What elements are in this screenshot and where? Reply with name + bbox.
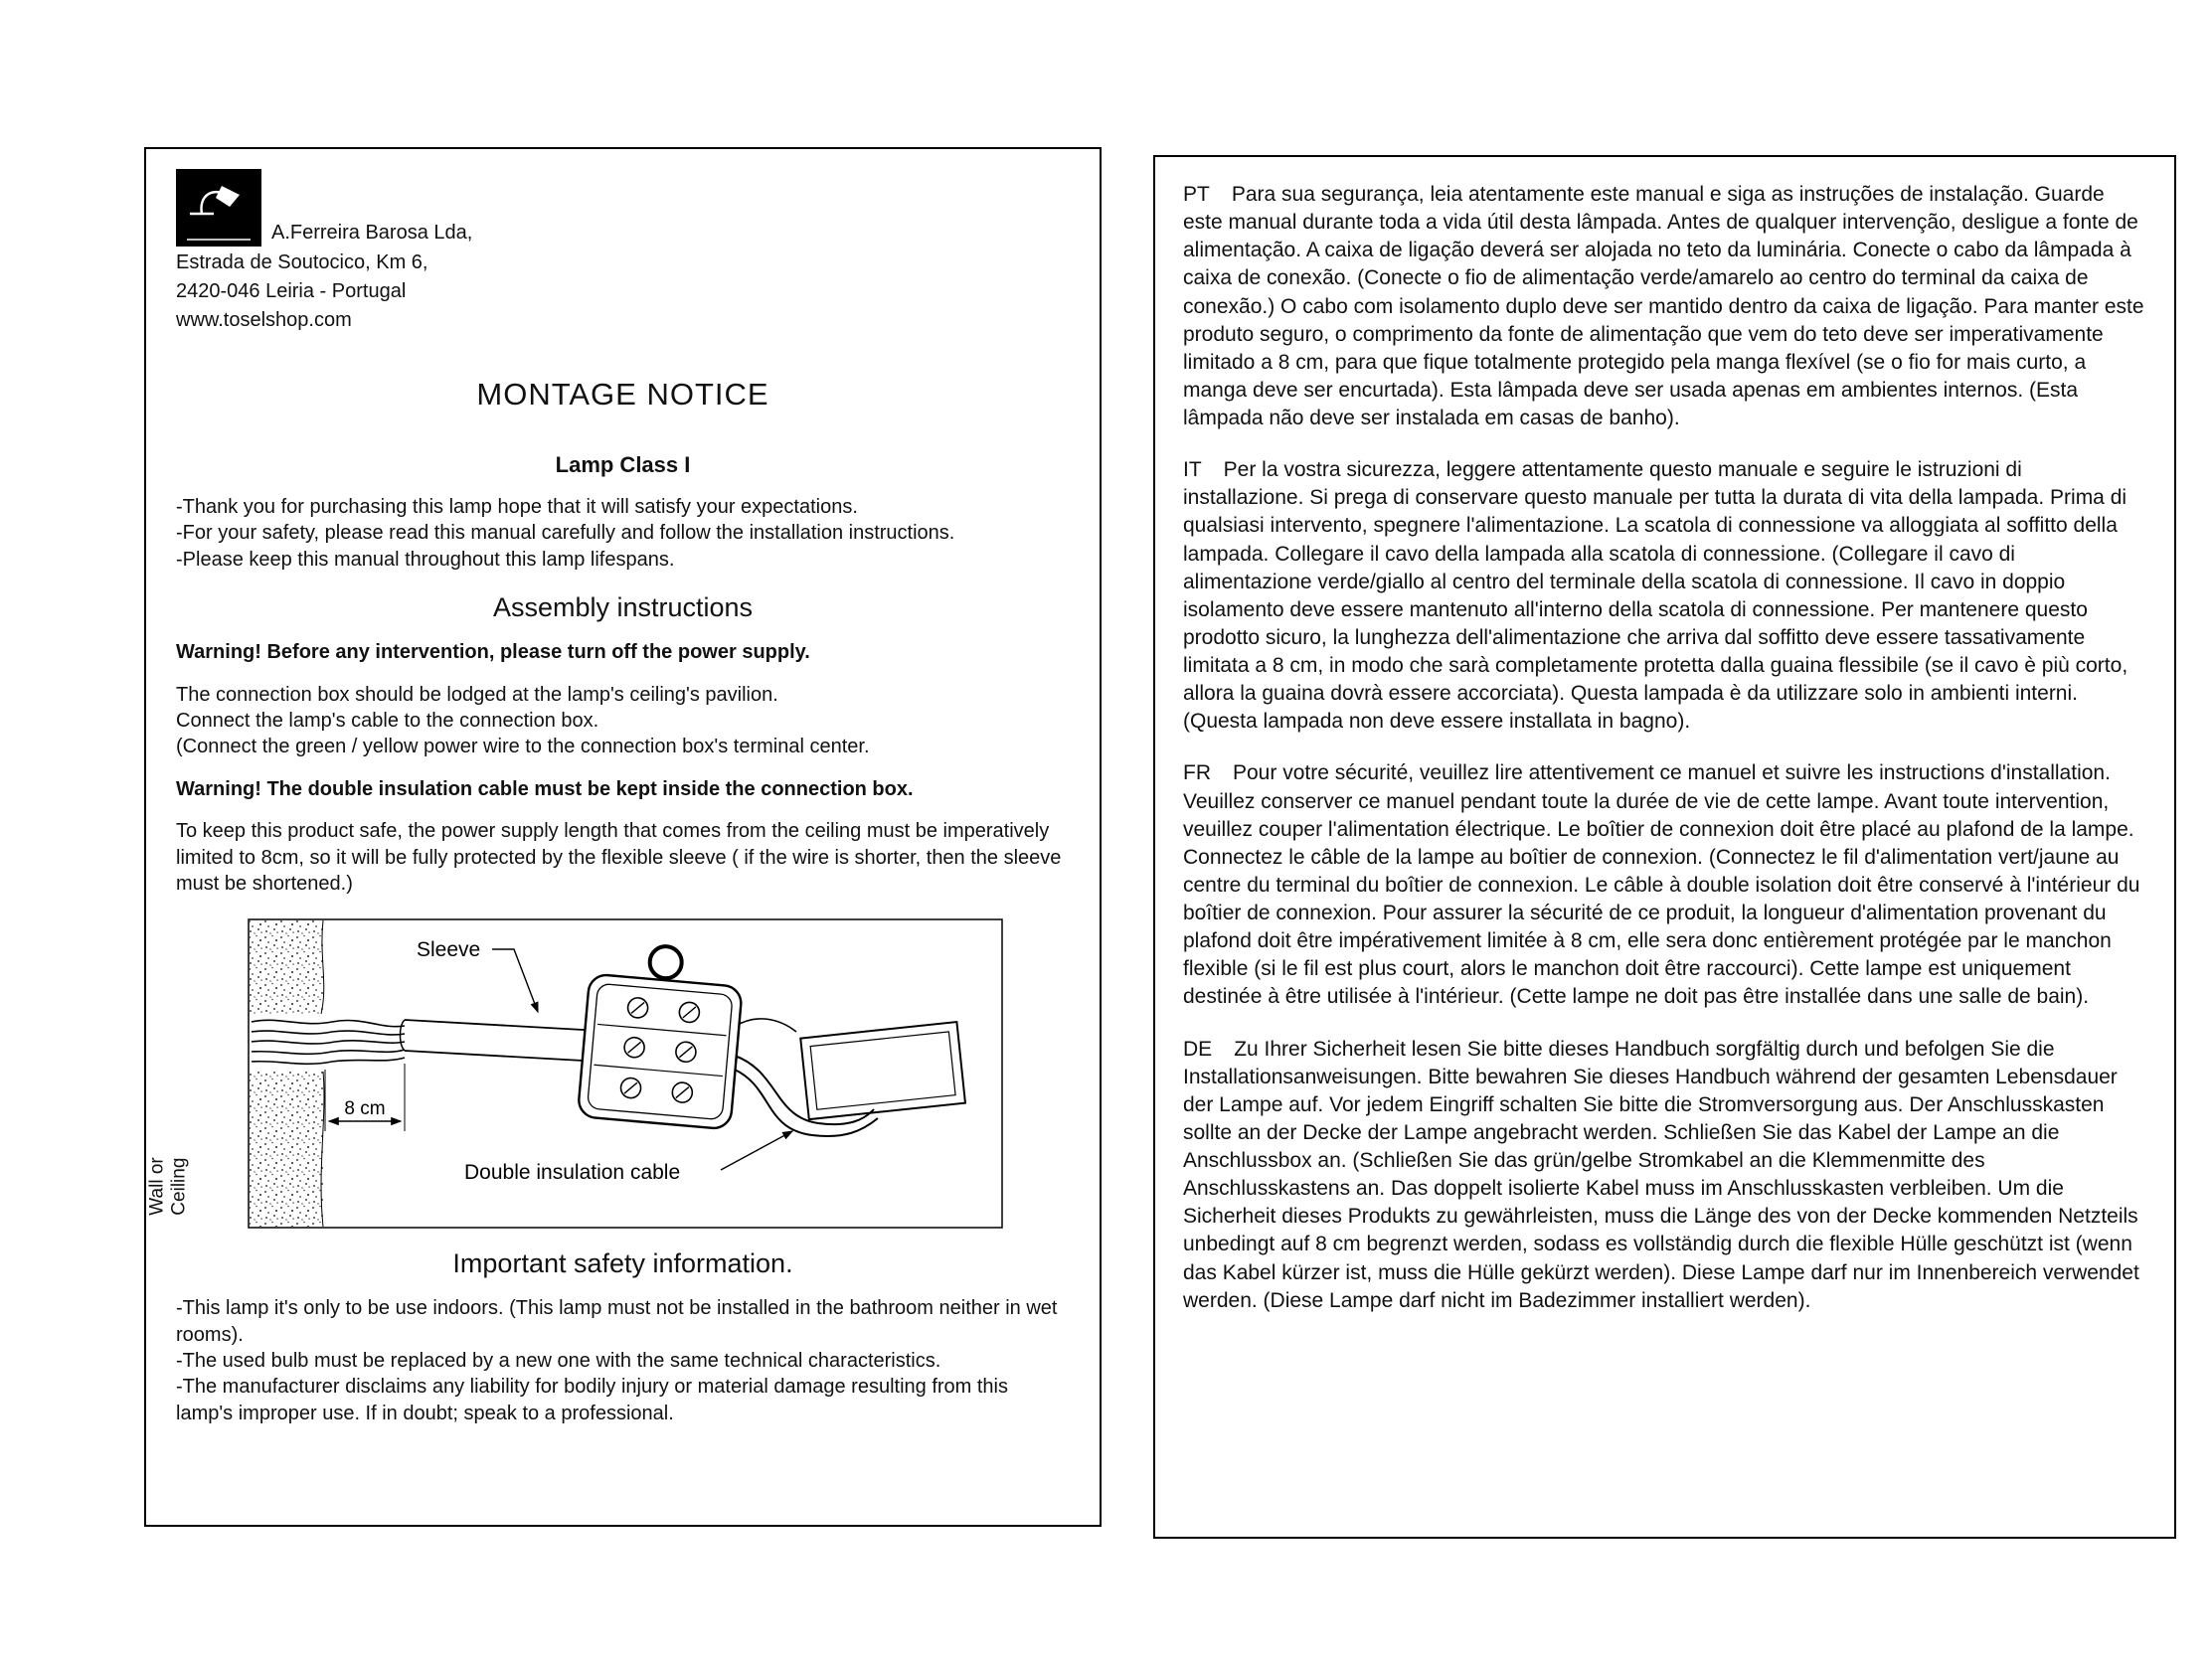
lang-section-pt [1183, 181, 2146, 432]
intro-line: -For your safety, please read this manual carefully and follow the installation instructions. [176, 522, 955, 545]
lang-code-it: IT [1183, 458, 1202, 482]
intro-line: -Please keep this manual throughout this lamp lifespans. [176, 548, 675, 571]
lang-code-fr: FR [1183, 761, 1211, 785]
company-address-line1: Estrada de Soutocico, Km 6, [176, 251, 428, 273]
company-website: www.toselshop.com [176, 309, 352, 331]
sleeve-label: Sleeve [417, 938, 481, 962]
cover-box [800, 1022, 965, 1119]
dimension-8cm [325, 1064, 405, 1131]
wall-texture [250, 920, 325, 1227]
lang-text-pt: Para sua segurança, leia atentamente este manual e siga as instruções de instalação. Guarde este manual durante toda a vida útil desta lâmpada. Antes de qualquer intervenção, desligue a fonte de alimentação. A caixa de ligação deverá ser alojada no teto da luminária. Conecte o cabo da lâmpada à caixa de conexão. (Conecte o fio de alimentação verde/amarelo ao centro do terminal da caixa de conexão.) O cabo com isolamento duplo deve ser mantido dentro da caixa de ligação. Para manter este produto seguro, o comprimento da fonte de alimentação que vem do teto deve ser imperativamente limitado a 8 cm, para que fique totalmente protegido pela manga flexível (se o fio for mais curto, a manga deve ser encurtada). Esta lâmpada deve ser usada apenas em ambientes internos. (Esta lâmpada não deve ser instalada em casas de banho). [1183, 183, 2144, 429]
intro-block [176, 494, 1070, 573]
assembly-diagram [146, 918, 1003, 1229]
assembly-line: The connection box should be lodged at the lamp's ceiling's pavilion. [176, 683, 778, 706]
assembly-heading: Assembly instructions [492, 592, 754, 623]
assembly-diagram-figure [248, 918, 1003, 1229]
assembly-line: (Connect the green / yellow power wire to the connection box's terminal center. [176, 736, 870, 758]
lang-text-it: Per la vostra sicurezza, leggere attentamente questo manuale e seguire le istruzioni di installazione. Si prega di conservare questo manuale per tutta la durata di vita della lampada. Prima di qualsiasi intervento, spegnere l'alimentazione. La scatola di connessione va alloggiata al soffitto della lampada. Collegare il cavo della lampada alla scatola di connessione. (Collegare il cavo di alimentazione verde/giallo al centro del terminale della scatola di connessione. Il cavo in doppio isolamento deve essere mantenuto all'interno della scatola di connessione. Per mantenere questo prodotto sicuro, la lunghezza dell'alimentazione che arriva dal soffitto deve essere tassativamente limitata a 8 cm, in modo che sarà completamente protetta dalla guaina flessibile (se il cavo è più corto, allora la guaina dovrà essere accorciata). Questa lampada è da utilizzare solo in ambienti interni. (Questa lampada non deve essere installata in bagno). [1183, 458, 2128, 734]
lang-text-fr: Pour votre sécurité, veuillez lire attentivement ce manuel et suivre les instructions d'installation. Veuillez conserver ce manuel pendant toute la durée de vie de cette lampe. Avant toute intervention, veuillez couper l'alimentation électrique. Le boîtier de connexion doit être placé au plafond de la lampe. Connectez le câble de la lampe au boîtier de connexion. (Connectez le fil d'alimentation vert/jaune au centre du terminal du boîtier de connexion. Le câble à double isolation doit être conservé à l'intérieur du boîtier de connexion. Pour assurer la sécurité de ce produit, la longueur d'alimentation provenant du plafond doit être impérativement limitée à 8 cm, elle sera donc entièrement protégée par le manchon flexible (si le fil est plus court, alors le manchon doit être raccourci). Cette lampe est uniquement destinée à être utilisée à l'intérieur. (Cette lampe ne doit pas être installée dans une salle de bain). [1183, 761, 2140, 1009]
cable-pointer-line [721, 1131, 792, 1170]
sleeve-pointer-line [492, 949, 538, 1012]
page-left [144, 147, 1102, 1527]
lang-section-de [1183, 1036, 2146, 1315]
safety-note: To keep this product safe, the power supply length that comes from the ceiling must be imperatively limited to 8cm, so it will be fully protected by the flexible sleeve ( if the wire is shorter, then the sleeve must be shortened.) [176, 820, 1062, 895]
hanging-ring-icon [648, 945, 683, 980]
wall-ceiling-label-line1: Wall or [146, 1156, 168, 1216]
lang-code-de: DE [1183, 1037, 1213, 1061]
wall-ceiling-label-line2: Ceiling [168, 1157, 190, 1216]
company-name: A.Ferreira Barosa Lda, [271, 222, 473, 244]
assembly-steps [176, 682, 1070, 760]
lang-code-pt: PT [1183, 183, 1210, 206]
important-block [176, 1295, 1070, 1426]
warning-double-insulation: Warning! The double insulation cable must be kept inside the connection box. [176, 777, 914, 800]
company-address-line2: 2420-046 Leiria - Portugal [176, 280, 407, 302]
wall-ceiling-label [146, 1157, 190, 1215]
tosel-logo-image [176, 169, 261, 247]
logo-text: Tosel [194, 217, 244, 240]
intro-line: -Thank you for purchasing this lamp hope that it will satisfy your expectations. [176, 496, 858, 518]
important-heading: Important safety information. [452, 1248, 793, 1279]
tosel-logo [176, 169, 261, 247]
connection-box [578, 940, 746, 1130]
logo-row [176, 169, 1070, 247]
lang-section-it [1183, 456, 2146, 736]
important-line: -This lamp it's only to be use indoors. (This lamp must not be installed in the bathroom neither in wet rooms). [176, 1297, 1058, 1346]
dimension-label: 8 cm [344, 1098, 386, 1120]
page-right [1153, 155, 2176, 1539]
lang-section-fr [1183, 759, 2146, 1011]
cable-label: Double insulation cable [464, 1161, 681, 1185]
lang-text-de: Zu Ihrer Sicherheit lesen Sie bitte dieses Handbuch sorgfältig durch und befolgen Sie die Installationsanweisungen. Bitte bewahren Sie dieses Handbuch während der gesamten Lebensdauer der Lampe auf. Vor jedem Eingriff schalten Sie bitte die Stromversorgung aus. Der Anschlusskasten sollte an der Decke der Lampe angebracht werden. Schließen Sie das Kabel der Lampe an die Anschlussbox an. (Schließen Sie das grün/gelbe Stromkabel an die Klemmenmitte des Anschlusskastens an. Das doppelt isolierte Kabel muss im Anschlusskasten verbleiben. Um die Sicherheit dieses Produkts zu gewährleisten, muss die Länge des von der Decke kommenden Netzteils unbedingt auf 8 cm begrenzt werden, sodass es vollständig durch die flexible Hülle geschützt ist (wenn das Kabel kürzer ist, muss die Hülle gekürzt werden). Diese Lampe darf nur im Innenbereich verwendet werden. (Diese Lampe darf nicht im Badezimmer installiert werden). [1183, 1037, 2139, 1312]
montage-title: MONTAGE NOTICE [476, 377, 769, 412]
assembly-line: Connect the lamp's cable to the connection box. [176, 709, 599, 732]
lamp-class-subtitle: Lamp Class I [555, 452, 691, 477]
important-line: -The used bulb must be replaced by a new one with the same technical characteristics. [176, 1350, 941, 1373]
warning-power-supply: Warning! Before any intervention, please turn off the power supply. [176, 641, 810, 664]
important-line: -The manufacturer disclaims any liability for bodily injury or material damage resulting from this lamp's improper use. If in doubt; speak to a professional. [176, 1376, 1008, 1424]
